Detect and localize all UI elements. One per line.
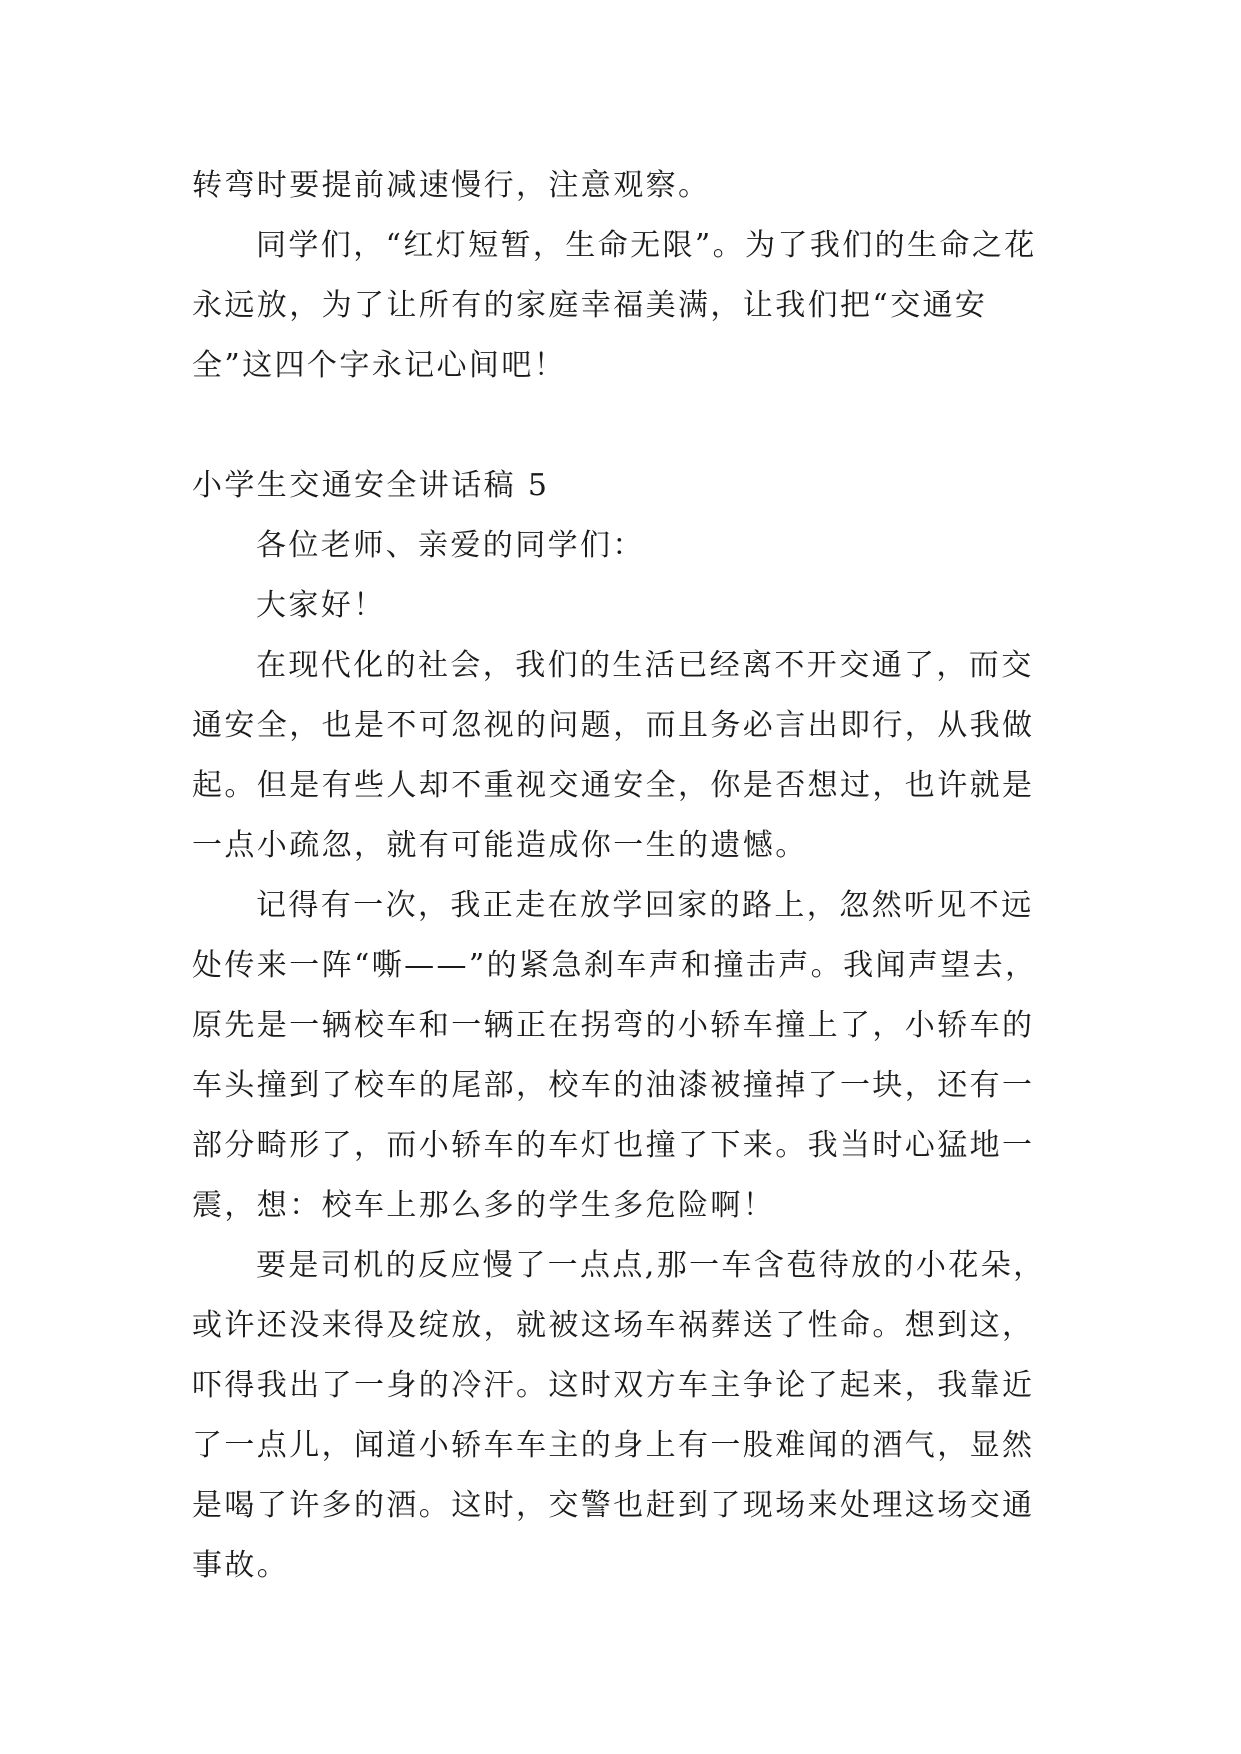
document-body xyxy=(192,156,1052,1596)
paragraph-introduction: 在现代化的社会，我们的生活已经离不开交通了，而交通安全，也是不可忽视的问题，而且务必言出即行，从我做起。但是有些人却不重视交通安全，你是否想过，也许就是一点小疏忽，就有可能造成你一生的遗憾。 xyxy=(192,648,1035,863)
paragraph-closing-appeal: 同学们，“红灯短暂，生命无限”。为了我们的生命之花永远放，为了让所有的家庭幸福美满，让我们把“交通安全”这四个字永记心间吧！ xyxy=(192,228,1037,383)
paragraph-reflection: 要是司机的反应慢了一点点,那一车含苞待放的小花朵，或许还没来得及绽放，就被这场车祸葬送了性命。想到这，吓得我出了一身的冷汗。这时双方车主争论了起来，我靠近了一点儿，闻道小轿车车主的身上有一股难闻的酒气，显然是喝了许多的酒。这时，交警也赶到了现场来处理这场交通事故。 xyxy=(192,1248,1046,1583)
section-title: 小学生交通安全讲话稿 5 xyxy=(192,468,550,503)
paragraph-greeting: 大家好！ xyxy=(256,588,386,623)
paragraph-salutation: 各位老师、亲爱的同学们： xyxy=(256,528,645,563)
paragraph-incident: 记得有一次，我正走在放学回家的路上，忽然听见不远处传来一阵“嘶——”的紧急刹车声和撞击声。我闻声望去，原先是一辆校车和一辆正在拐弯的小轿车撞上了，小轿车的车头撞到了校车的尾部，校车的油漆被撞掉了一块，还有一部分畸形了，而小轿车的车灯也撞了下来。我当时心猛地一震，想：校车上那么多的学生多危险啊！ xyxy=(192,888,1038,1223)
paragraph-continuation: 转弯时要提前减速慢行，注意观察。 xyxy=(192,168,711,203)
